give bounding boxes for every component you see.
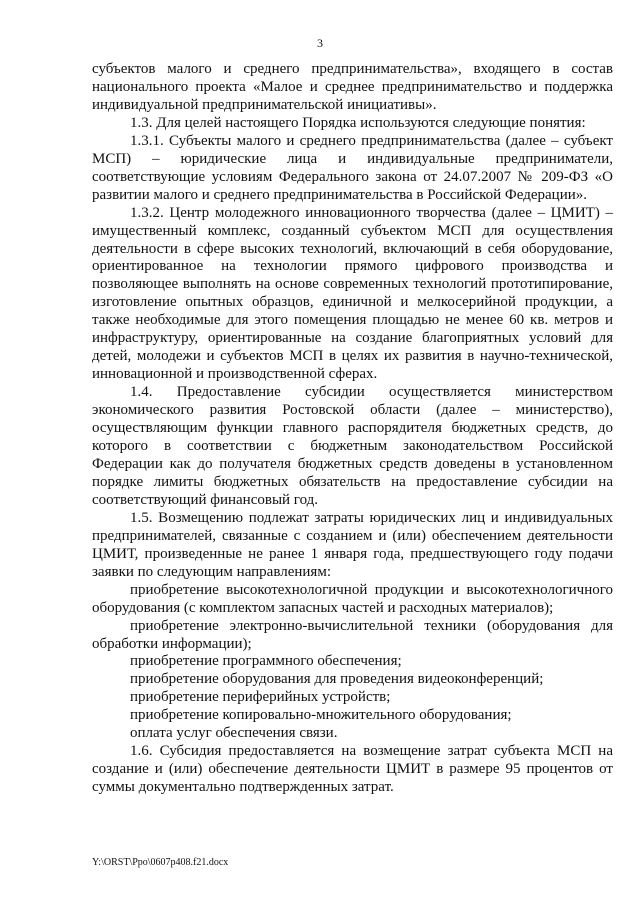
paragraph: приобретение высокотехнологичной продукции и высокотехнологичного оборудования (с комплектом запасных частей и расходных материалов); [92, 581, 613, 616]
paragraph: приобретение электронно-вычислительной техники (оборудования для обработки информации); [92, 617, 613, 652]
list-item: приобретение периферийных устройств; [130, 689, 391, 706]
footer-file-path: Y:\ORST\Ppo\0607p408.f21.docx [92, 857, 229, 868]
paragraph: 1.3. Для целей настоящего Порядка используются следующие понятия: [130, 114, 586, 131]
list-item: приобретение оборудования для проведения видеоконференций; [130, 671, 544, 688]
list-item: оплата услуг обеспечения связи. [130, 725, 338, 742]
paragraph: 1.6. Субсидия предоставляется на возмещение затрат субъекта МСП на создание и (или) обеспечение деятельности ЦМИТ в размере 95 процентов от суммы документально подтвержденных затрат. [92, 743, 613, 796]
paragraph: 1.5. Возмещению подлежат затраты юридических лиц и индивидуальных предпринимателей, связанные с созданием и (или) обеспечением деятельности ЦМИТ, произведенные не ранее 1 января года, предшествующего году подачи заявки по следующим направлениям: [92, 509, 613, 580]
list-item: приобретение копировально-множительного оборудования; [130, 707, 512, 724]
paragraph: субъектов малого и среднего предпринимательства», входящего в состав национального проекта «Малое и среднее предпринимательство и поддержка индивидуальной предпринимательской инициативы». [92, 61, 613, 113]
document-body [92, 61, 613, 797]
paragraph: 1.3.1. Субъекты малого и среднего предпринимательства (далее – субъект МСП) – юридические лица и индивидуальные предприниматели, соответствующие условиям Федерального закона от 24.07.2007 № 209-ФЗ «О развитии малого и среднего предпринимательства в Российской Федерации». [92, 132, 613, 203]
list-item: приобретение программного обеспечения; [130, 653, 402, 670]
page-number: 3 [317, 36, 323, 50]
paragraph: 1.4. Предоставление субсидии осуществляется министерством экономического развития Ростовской области (далее – министерство), осуществляющим функции главного распорядителя бюджетных средств, до которого в соответствии с бюджетным законодательством Российской Федерации как до получателя бюджетных средств доведены в установленном порядке лимиты бюджетных обязательств на предоставление субсидии на соответствующий финансовый год. [92, 384, 613, 508]
paragraph: 1.3.2. Центр молодежного инновационного творчества (далее – ЦМИТ) – имущественный комплекс, созданный субъектом МСП для осуществления деятельности в сфере высоких технологий, включающий в себя оборудование, ориентированное на технологии прямого цифрового производства и позволяющее выполнять на основе современных технологий прототипирование, изготовление опытных образцов, единичной и мелкосерийной продукции, а также необходимые для этого помещения площадью не менее 60 кв. метров и инфраструктуру, ориентированные на создание благоприятных условий для детей, молодежи и субъектов МСП в целях их развития в научно-технической, инновационной и производственной сферах. [92, 204, 613, 383]
